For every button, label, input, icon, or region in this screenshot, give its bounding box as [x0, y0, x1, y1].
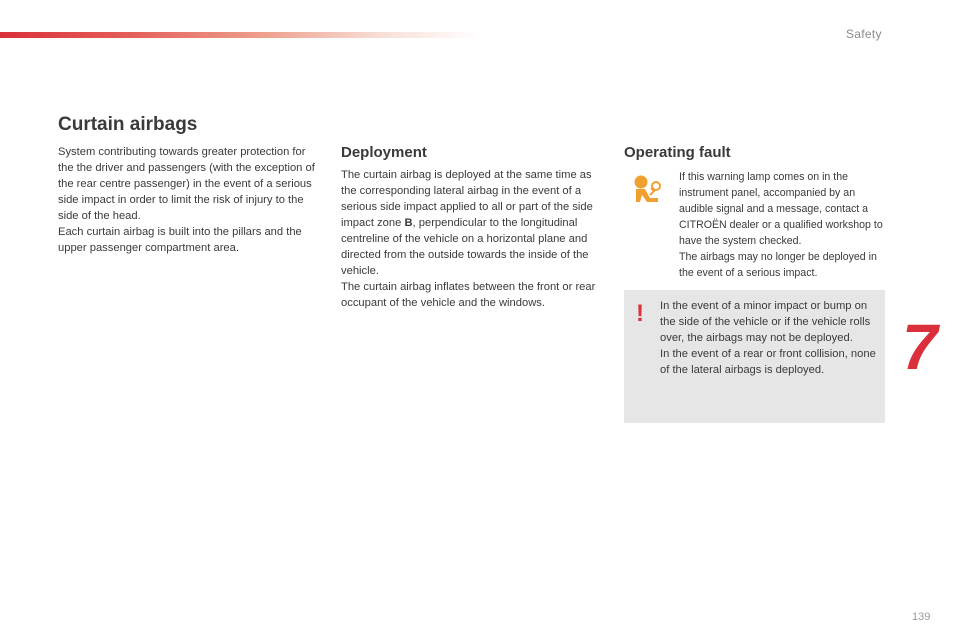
note-paragraph: In the event of a minor impact or bump on the side of the vehicle or if the vehicle rolls over, the airbags may not be deployed. [660, 300, 871, 344]
intro-paragraph: Each curtain airbag is built into the pillars and the upper passenger compartment area. [58, 226, 302, 254]
fault-paragraph: If this warning lamp comes on in the instrument panel, accompanied by an audible signal and a message, contact a CITROËN dealer or a qualified workshop to have the system checked. [679, 171, 883, 247]
airbag-warning-lamp-icon [630, 174, 664, 208]
exclamation-icon: ! [636, 300, 644, 327]
deployment-text-part: , perpendicular to the longitudinal centreline of the vehicle on a horizontal plane and directed from the outside towards the inside of the vehicle. [341, 217, 589, 277]
note-text [660, 298, 878, 378]
note-paragraph: In the event of a rear or front collision, none of the lateral airbags is deployed. [660, 348, 876, 376]
page-number: 139 [912, 611, 931, 623]
deployment-text-part: The curtain airbag is deployed at the same time as the corresponding lateral airbag in the event of a serious side impact applied to all or part of the side impact zone [341, 169, 593, 229]
page-title: Curtain airbags [58, 114, 198, 135]
intro-text [58, 144, 320, 256]
intro-paragraph: System contributing towards greater protection for the the driver and passengers (with the exception of the rear centre passenger) in the event of a serious side impact in order to limit the risk of injury to the side of the head. [58, 146, 315, 222]
chapter-number: 7 [902, 311, 938, 383]
zone-letter: B [404, 217, 413, 229]
header-accent-bar [0, 32, 480, 38]
deployment-paragraph [341, 167, 603, 279]
operating-fault-heading: Operating fault [624, 144, 731, 161]
deployment-text [341, 167, 603, 311]
deployment-heading: Deployment [341, 144, 427, 161]
operating-fault-text [679, 169, 891, 281]
deployment-paragraph: The curtain airbag inflates between the front or rear occupant of the vehicle and the windows. [341, 281, 596, 309]
fault-paragraph: The airbags may no longer be deployed in the event of a serious impact. [679, 251, 877, 279]
section-label: Safety [846, 27, 882, 41]
warning-note-box [624, 290, 885, 423]
